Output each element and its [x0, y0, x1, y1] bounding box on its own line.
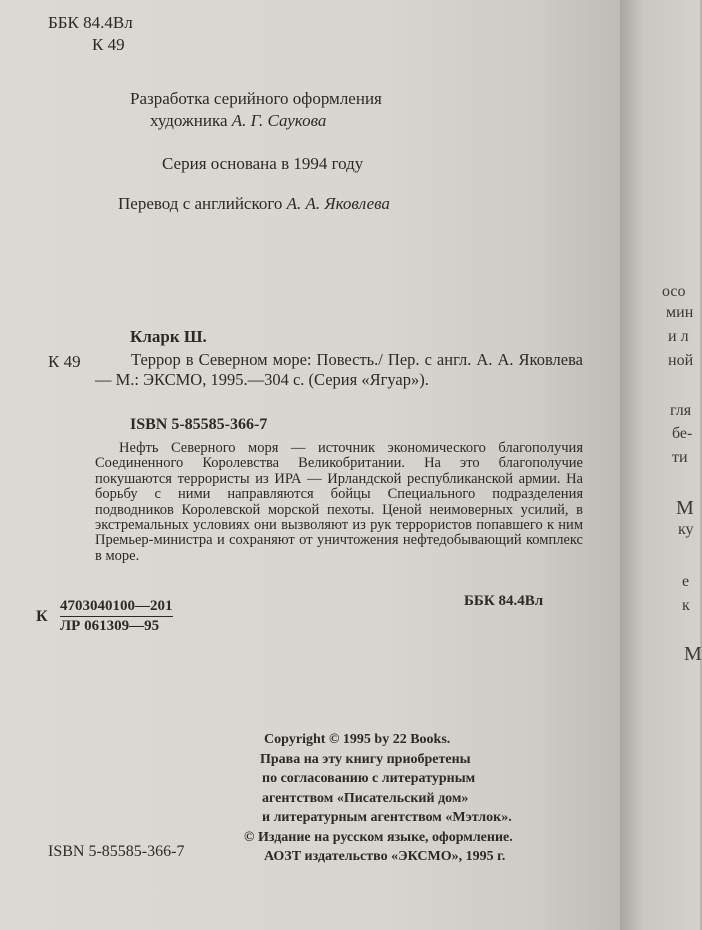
k-index-letter: К [36, 608, 48, 625]
bbk-header [48, 12, 133, 56]
design-credit-prefix: художника [150, 111, 232, 130]
copyright-line3: по согласованию с литературным [262, 771, 476, 786]
copyright-line5: и литературным агентством «Мэтлок». [262, 810, 512, 825]
copyright-block [244, 730, 513, 867]
next-page-fragment: ной [668, 352, 694, 369]
card-annotation: Нефть Северного моря — источник экономического благополучия Соединенного Королевства Великобритании. На это благополучие покушаются террористы из ИРА — Ирландской республиканской армии. На борьбу с ними направляются бойцы Специального подразделения подводников Королевской морской пехоты. Ценой неимоверных усилий, в экстремальных условиях они вызволяют из рук террористов попавшего к ним Премьер-министра и сохраняют от уничтожения нефтедобывающий комплекс в море. [95, 440, 583, 564]
next-page-fragment: гля [670, 402, 692, 419]
design-credits [130, 88, 382, 132]
author-mark: К 49 [92, 35, 125, 54]
next-page-fragment: к [682, 597, 690, 614]
next-page-fragment: ти [672, 449, 688, 466]
k-index-denominator: ЛР 061309—95 [60, 618, 160, 634]
copyright-line1: Copyright © 1995 by 22 Books. [264, 732, 451, 747]
copyright-line2: Права на эту книгу приобретены [260, 751, 471, 767]
next-page-edge [620, 0, 700, 930]
artist-name: А. Г. Саукова [231, 111, 327, 130]
next-page-fragment: е [682, 573, 690, 590]
next-page-fragment: М [676, 497, 694, 519]
bbk-code: ББК 84.4Вл [48, 13, 133, 32]
card-code: К 49 [48, 352, 81, 371]
next-page-fragment: мин [666, 304, 694, 321]
translator-name: А. А. Яковлева [286, 194, 390, 213]
card-description: Террор в Северном море: Повесть./ Пер. с англ. А. А. Яковлева — М.: ЭКСМО, 1995.—304 с. (Серия «Ягуар»). [95, 350, 583, 389]
design-credit-line1: Разработка серийного оформления [130, 89, 382, 108]
copyright-line6: © Издание на русском языке, оформление. [244, 829, 513, 845]
next-page-fragment: М [684, 643, 702, 665]
translation-prefix: Перевод с английского [118, 194, 287, 213]
copyright-line4: агентством «Писательский дом» [262, 790, 469, 806]
footer-isbn: ISBN 5-85585-366-7 [48, 843, 185, 860]
translation-credit [118, 194, 390, 214]
card-bbk: ББК 84.4Вл [464, 593, 544, 609]
card-author: Кларк Ш. [130, 327, 207, 346]
next-page-fragment: и л [668, 328, 689, 345]
series-founded: Серия основана в 1994 году [162, 154, 364, 173]
next-page-fragment: осо [662, 283, 686, 300]
card-isbn: ISBN 5-85585-366-7 [130, 416, 268, 433]
copyright-line7: АОЗТ издательство «ЭКСМО», 1995 г. [264, 849, 506, 864]
next-page-fragment: бе- [672, 425, 693, 442]
k-index-numerator: 4703040100—201 [60, 598, 173, 617]
next-page-fragment: ку [678, 521, 694, 538]
design-credit-line2 [130, 110, 382, 132]
